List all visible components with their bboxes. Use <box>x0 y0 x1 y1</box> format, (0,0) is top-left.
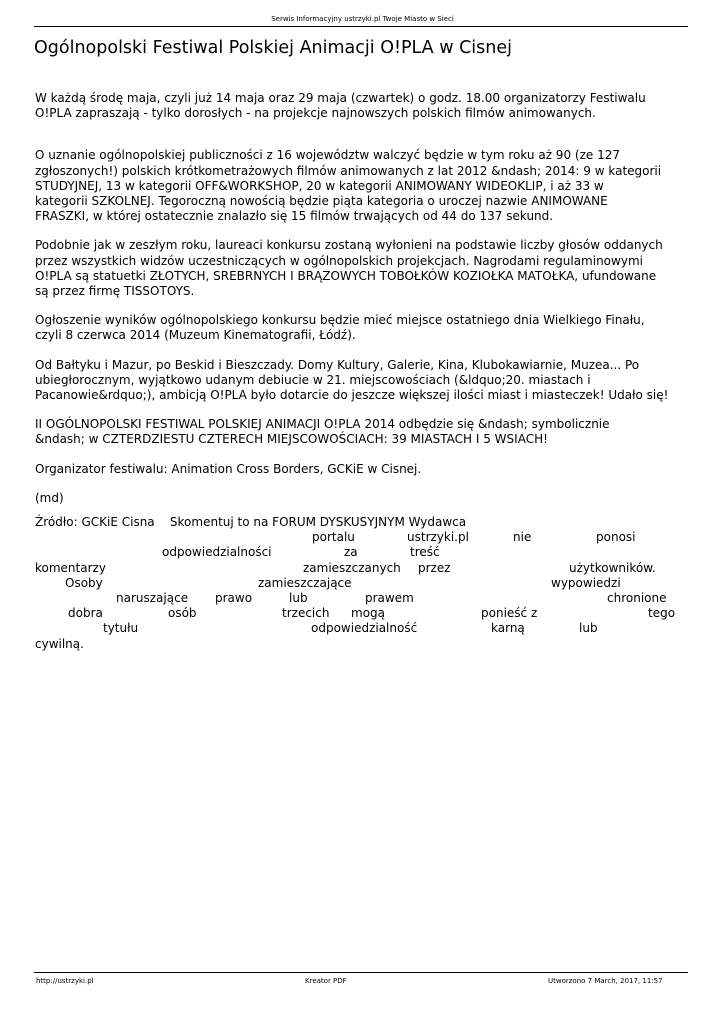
page-header: Serwis Informacyjny ustrzyki.pl Twoje Miasto w Sieci <box>271 15 454 23</box>
word: portalu <box>312 530 355 545</box>
text-line: Podobnie jak w zeszłym roku, laureaci konkursu zostaną wyłonieni na podstawie liczby głosów oddanych <box>35 238 663 253</box>
footer-url: http://ustrzyki.pl <box>36 977 94 985</box>
text-line: Pacanowie&rdquo;), ambicją O!PLA było dotarcie do jeszcze większej ilości miast i miasteczek! Udało się! <box>35 388 669 403</box>
word: mogą <box>351 606 386 621</box>
word: użytkowników. <box>569 560 656 575</box>
text-line: Ogłoszenie wyników ogólnopolskiego konkursu będzie mieć miejsce ostatniego dnia Wielkiego Finału, <box>35 313 645 328</box>
word: naruszające <box>116 590 189 605</box>
text-line: O!PLA zapraszają - tylko dorosłych - na projekcje najnowszych polskich filmów animowanych. <box>35 106 596 121</box>
paragraph-author <box>35 491 695 506</box>
paragraph-locations <box>35 358 695 404</box>
word: tytułu <box>103 621 139 636</box>
word: chronione <box>607 590 667 605</box>
word: lub <box>289 590 308 605</box>
word: komentarzy <box>35 560 106 575</box>
paragraph-results <box>35 313 695 343</box>
word: ustrzyki.pl <box>407 530 469 545</box>
footer-generator: Kreator PDF <box>305 977 347 985</box>
footer-divider <box>34 972 688 973</box>
text-line <box>35 530 690 545</box>
word: odpowiedzialność <box>311 621 418 636</box>
text-line <box>35 576 690 591</box>
text-line <box>35 637 690 652</box>
text-line: Od Bałtyku i Mazur, po Beskid i Bieszczady. Domy Kultury, Galerie, Kina, Klubokawiarnie, Muzea... Po <box>35 357 640 372</box>
footer-created-date: Utworzono 7 March, 2017, 11:57 <box>548 977 663 985</box>
word: treść <box>410 545 440 560</box>
text-line: przez wszystkich widzów uczestniczących w ogólnopolskich projekcjach. Nagrodami regulaminowymi <box>35 253 643 268</box>
text-line: FRASZKI, w której ostatecznie znalazło się 15 filmów trwających od 44 do 137 sekund. <box>35 209 554 224</box>
word: wypowiedzi <box>551 575 621 590</box>
text-line: Organizator festiwalu: Animation Cross Borders, GCKiE w Cisnej. <box>35 461 422 476</box>
text-line <box>35 606 690 621</box>
text-line: II OGÓLNOPOLSKI FESTIWAL POLSKIEJ ANIMACJI O!PLA 2014 odbędzie się &ndash; symbolicznie <box>35 417 610 432</box>
word: ponieść z <box>481 606 538 621</box>
source-disclaimer <box>35 515 690 652</box>
text-line <box>35 545 690 560</box>
text-line: są przez firmę TISSOTOYS. <box>35 284 195 299</box>
text-line: czyli 8 czerwca 2014 (Muzeum Kinematografii, Łódź). <box>35 328 356 343</box>
text-line <box>35 621 690 636</box>
word: dobra <box>68 606 103 621</box>
word: cywilną. <box>35 636 84 651</box>
text-line <box>35 515 690 530</box>
word: za <box>344 545 358 560</box>
text-line: &ndash; w CZTERDZIESTU CZTERECH MIEJSCOWOŚCIACH: 39 MIASTACH I 5 WSIACH! <box>35 432 548 447</box>
paragraph-awards <box>35 238 695 299</box>
word: tego <box>648 606 676 621</box>
paragraph-competition <box>35 148 695 224</box>
word: ponosi <box>596 530 636 545</box>
paragraph-festival <box>35 417 695 447</box>
text-line: (md) <box>35 490 64 505</box>
word: Osoby <box>65 575 103 590</box>
article-body <box>35 91 695 506</box>
text-line: O uznanie ogólnopolskiej publiczności z 16 województw walczyć będzie w tym roku aż 90 (ze 127 <box>35 148 620 163</box>
word: zamieszczające <box>258 575 352 590</box>
word: nie <box>513 530 532 545</box>
word: trzecich <box>282 606 330 621</box>
word: zamieszczanych <box>303 560 401 575</box>
word: lub <box>579 621 598 636</box>
word: prawo <box>215 590 253 605</box>
text-line <box>35 561 690 576</box>
source-text: Źródło: GCKiE Cisna Skomentuj to na FORUM DYSKUSYJNYM Wydawca <box>35 515 467 529</box>
text-line: O!PLA są statuetki ZŁOTYCH, SREBRNYCH I BRĄZOWYCH TOBOŁKÓW KOZIOŁKA MATOŁKA, ufundowane <box>35 268 657 283</box>
paragraph-intro <box>35 91 695 121</box>
text-line: W każdą środę maja, czyli już 14 maja oraz 29 maja (czwartek) o godz. 18.00 organizatorzy Festiwalu <box>35 91 646 105</box>
text-line: zgłoszonych!) polskich krótkometrażowych filmów animowanych z lat 2012 &ndash; 2014: 9 w kategorii <box>35 163 662 178</box>
word: przez <box>418 560 451 575</box>
paragraph-organizer <box>35 462 695 477</box>
article-title: Ogólnopolski Festiwal Polskiej Animacji O!PLA w Cisnej <box>34 38 513 58</box>
word: osób <box>168 606 197 621</box>
text-line: ubiegłorocznym, wyjątkowo udanym debiucie w 21. miejscowościach (&ldquo;20. miastach i <box>35 372 591 387</box>
word: odpowiedzialności <box>162 545 272 560</box>
text-line: STUDYJNEJ, 13 w kategorii OFF&WORKSHOP, 20 w kategorii ANIMOWANY WIDEOKLIP, i aż 33 w <box>35 178 604 193</box>
text-line <box>35 591 690 606</box>
word: karną <box>491 621 525 636</box>
text-line: kategorii SZKOLNEJ. Tegoroczną nowością będzie piąta kategoria o uroczej nazwie ANIMOWANE <box>35 194 608 209</box>
header-divider <box>34 26 688 27</box>
word: prawem <box>365 590 414 605</box>
